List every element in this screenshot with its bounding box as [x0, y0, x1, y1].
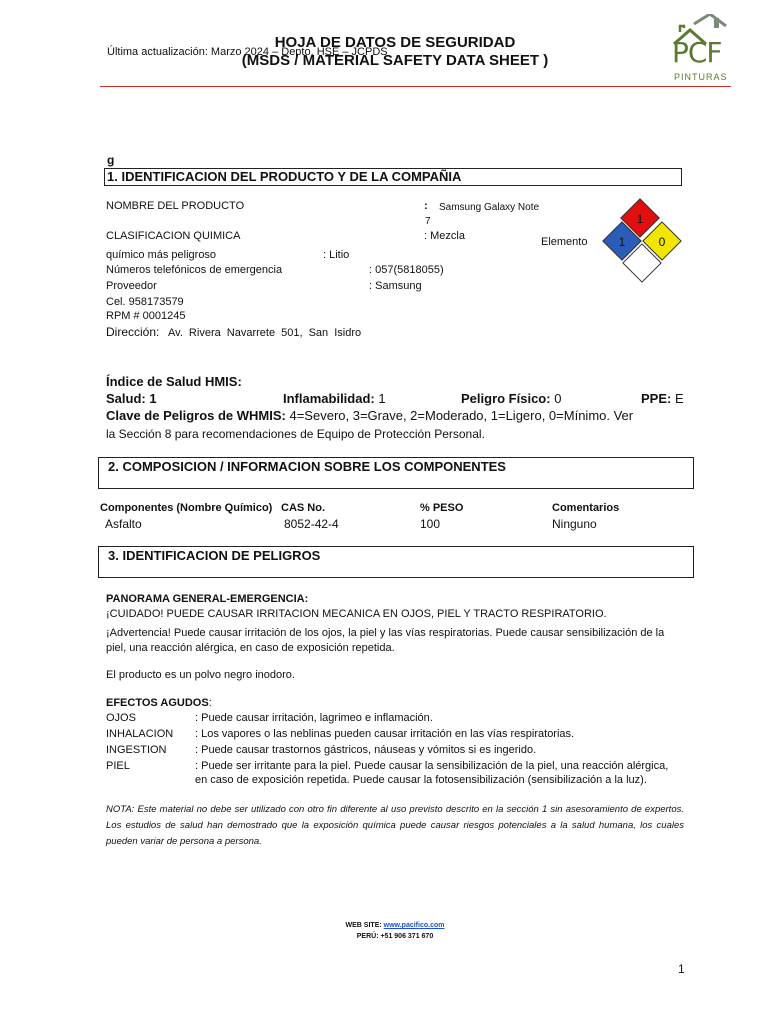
- chem-class-value: : Mezcla: [424, 230, 465, 242]
- section3-box: [98, 546, 694, 578]
- hmis-flammability: [283, 391, 386, 406]
- cell-component: Asfalto: [105, 517, 142, 531]
- nfpa-top-value: 1: [636, 212, 644, 226]
- page-number: 1: [678, 962, 685, 976]
- header-divider: [100, 86, 731, 87]
- product-name-value: Samsung Galaxy Note: [439, 202, 540, 213]
- section2-box: [98, 457, 694, 489]
- logo-caption: PINTURAS: [674, 72, 728, 82]
- emergency-phone-value: : 057(5818055): [369, 264, 444, 276]
- footer-web-link[interactable]: www.pacifico.com: [383, 922, 445, 929]
- hmis-flammability-label: Inflamabilidad:: [283, 391, 375, 406]
- product-description: El producto es un polvo negro inodoro.: [106, 669, 295, 681]
- whmis-line2: la Sección 8 para recomendaciones de Equipo de Protección Personal.: [106, 427, 485, 441]
- acute-effects-title: EFECTOS AGUDOS: [106, 697, 209, 709]
- col-header-comments: Comentarios: [552, 502, 620, 514]
- effect-value-skin-line2: en caso de exposición repetida. Puede causar la fotosensibilización (sensibilización a la luz).: [195, 774, 647, 786]
- rpm-number: RPM # 0001245: [106, 310, 186, 322]
- last-update-text: Última actualización: Marzo 2024 – Depto. HSE – JCPDS: [107, 46, 388, 58]
- product-name-colon: :: [424, 200, 428, 212]
- document-title-line1: HOJA DE DATOS DE SEGURIDAD: [274, 34, 516, 51]
- whmis-label: Clave de Peligros de WHMIS:: [106, 408, 286, 423]
- whmis-value: 4=Severo, 3=Grave, 2=Moderado, 1=Ligero, 0=Mínimo. Ver: [285, 408, 634, 423]
- hmis-ppe-label: PPE:: [641, 391, 672, 406]
- document-title-line2: (MSDS / MATERIAL SAFETY DATA SHEET ): [241, 52, 549, 69]
- whmis-line: [106, 408, 633, 423]
- col-header-weight: % PESO: [420, 502, 464, 514]
- effect-value-eyes: : Puede causar irritación, lagrimeo e inflamación.: [195, 712, 433, 724]
- chem-class-label: CLASIFICACION QUIMICA: [106, 230, 241, 242]
- hmis-physical: [461, 391, 561, 406]
- cell-comments: Ninguno: [552, 517, 597, 531]
- hmis-health: Salud: 1: [106, 391, 157, 406]
- supplier-label: Proveedor: [106, 280, 157, 292]
- effect-label-ingestion: INGESTION: [106, 744, 167, 756]
- hmis-physical-value: 0: [550, 391, 562, 406]
- col-header-component: Componentes (Nombre Químico): [100, 502, 273, 514]
- dangerous-value: : Litio: [323, 249, 350, 261]
- acute-effects-heading: [106, 697, 212, 709]
- nfpa-right-value: 0: [658, 235, 666, 249]
- effect-label-inhalation: INHALACION: [106, 728, 174, 740]
- hmis-ppe-value: E: [671, 391, 684, 406]
- product-name-label: NOMBRE DEL PRODUCTO: [106, 200, 245, 212]
- footer-website: [0, 922, 768, 929]
- hmis-title: Índice de Salud HMIS:: [106, 374, 242, 389]
- cell-cas: 8052-42-4: [284, 517, 339, 531]
- caution-text: ¡CUIDADO! PUEDE CAUSAR IRRITACION MECANICA EN OJOS, PIEL Y TRACTO RESPIRATORIO.: [106, 608, 607, 620]
- cell-phone: Cel. 958173579: [106, 296, 184, 308]
- col-header-cas: CAS No.: [281, 502, 325, 514]
- address-value: Av. Rivera Navarrete 501, San Isidro: [168, 327, 362, 339]
- supplier-value: : Samsung: [369, 280, 422, 292]
- nfpa-left-value: 1: [618, 235, 626, 249]
- section2-heading: 2. COMPOSICION / INFORMACION SOBRE LOS COMPONENTES: [108, 459, 506, 474]
- hmis-flammability-value: 1: [374, 391, 386, 406]
- hmis-physical-label: Peligro Físico:: [461, 391, 551, 406]
- company-logo: [668, 14, 730, 86]
- stray-character: g: [107, 153, 115, 167]
- effect-value-inhalation: : Los vapores o las neblinas pueden causar irritación en las vías respiratorias.: [195, 728, 575, 740]
- hmis-ppe: [641, 391, 684, 406]
- address-label: Dirección:: [106, 325, 160, 339]
- effect-value-skin: : Puede ser irritante para la piel. Puede causar la sensibilización de la piel, una reacción alérgica,: [195, 760, 669, 772]
- section3-heading: 3. IDENTIFICACION DE PELIGROS: [108, 548, 321, 563]
- section1-heading: 1. IDENTIFICACION DEL PRODUCTO Y DE LA COMPAÑIA: [107, 169, 462, 184]
- dangerous-label: químico más peligroso: [106, 249, 217, 261]
- warning-text: ¡Advertencia! Puede causar irritación de los ojos, la piel y las vías respiratorias. Puede causar sensibilización de la piel, una reacción alérgica, en caso de exposición repetida.: [106, 627, 665, 654]
- footer-phone: PERÚ: +51 906 371 670: [356, 933, 434, 940]
- safety-note: NOTA: Este material no debe ser utilizado con otro fin diferente al uso previsto descrito en la sección 1 sin asesoramiento de expertos. Los estudios de salud han demostrado que la exposición química puede causar riesgos potenciales a la salud humana, los cuales pueden variar de persona a persona.: [106, 804, 684, 847]
- effect-label-eyes: OJOS: [106, 712, 136, 724]
- emergency-phone-label: Números telefónicos de emergencia: [106, 264, 283, 276]
- cell-weight: 100: [420, 517, 441, 531]
- section1-box: [104, 168, 682, 186]
- footer-web-label: WEB SITE:: [345, 922, 384, 929]
- effect-value-ingestion: : Puede causar trastornos gástricos, náuseas y vómitos si es ingerido.: [195, 744, 537, 756]
- effect-label-skin: PIEL: [106, 760, 130, 772]
- panorama-title: PANORAMA GENERAL-EMERGENCIA:: [106, 593, 309, 605]
- element-label: Elemento: [541, 236, 588, 248]
- acute-effects-colon: :: [208, 697, 212, 709]
- product-name-value-line2: 7: [425, 216, 431, 227]
- logo-text: PCF: [672, 36, 722, 69]
